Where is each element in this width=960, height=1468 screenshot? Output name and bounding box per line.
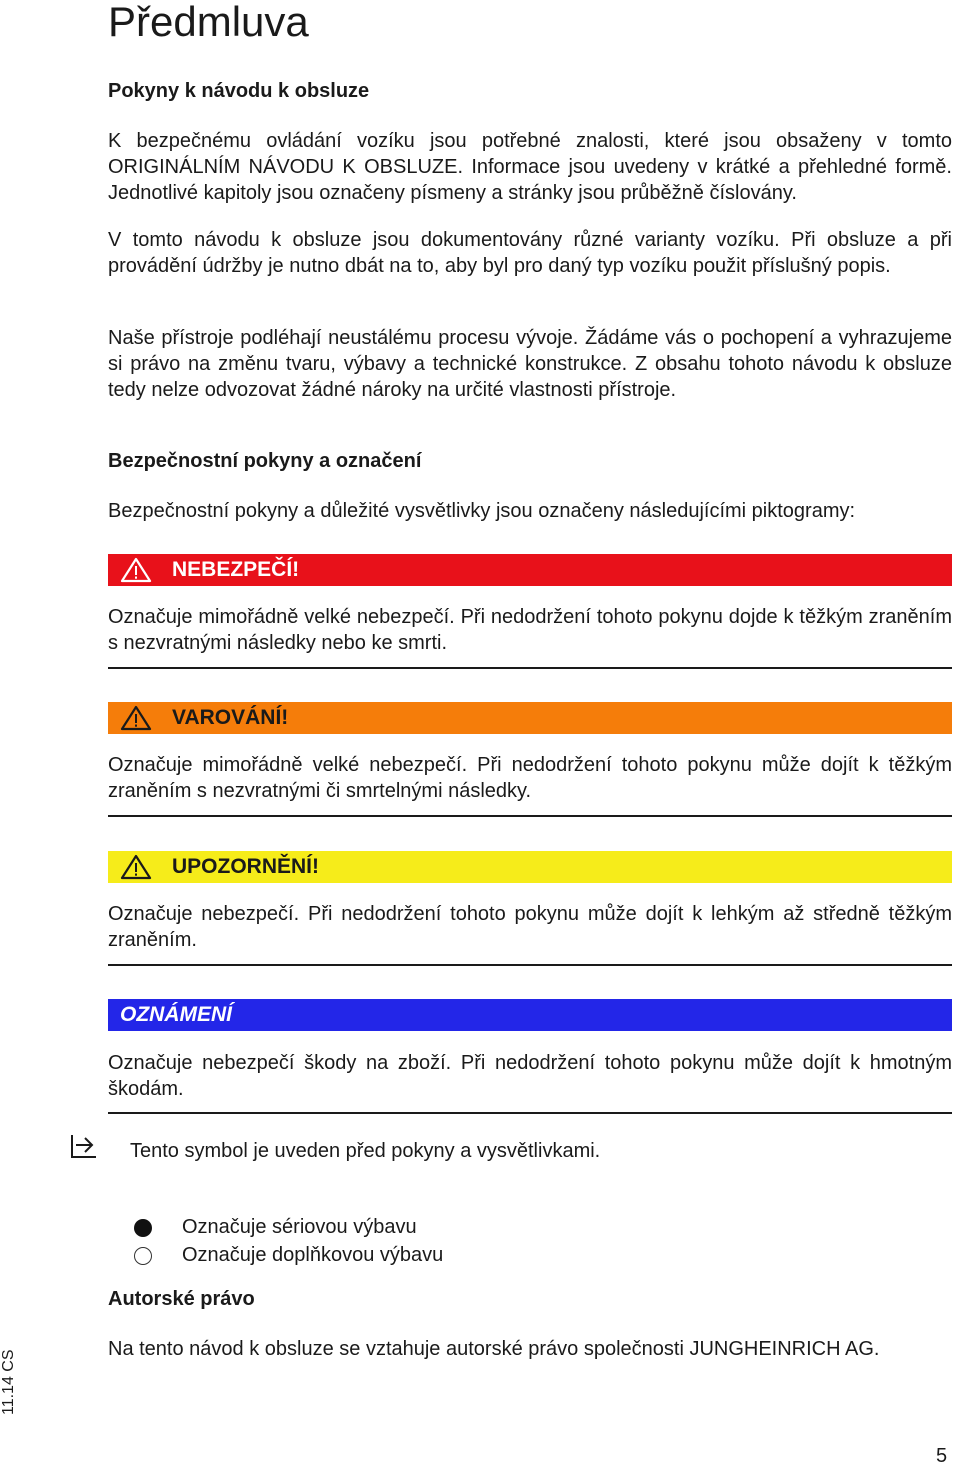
hollow-circle-icon — [134, 1247, 152, 1265]
divider — [108, 667, 952, 669]
list-item-label: Označuje doplňkovou výbavu — [182, 1244, 444, 1266]
warning-banner — [108, 702, 952, 734]
caution-banner — [108, 851, 952, 883]
section-heading-instructions: Pokyny k návodu k obsluze — [108, 80, 370, 102]
page-number: 5 — [936, 1445, 948, 1467]
divider — [108, 815, 952, 817]
section-heading-copyright: Autorské právo — [108, 1288, 255, 1310]
danger-label: NEBEZPEČÍ! — [172, 558, 300, 581]
safety-intro-paragraph: Bezpečnostní pokyny a důležité vysvětlivky jsou označeny následujícími piktogramy: — [108, 500, 856, 522]
divider — [108, 1112, 952, 1114]
list-item-label: Označuje sériovou výbavu — [182, 1216, 417, 1238]
page-title: Předmluva — [108, 0, 309, 45]
notice-banner — [108, 999, 952, 1031]
copyright-paragraph: Na tento návod k obsluze se vztahuje autorské právo společnosti JUNGHEINRICH AG. — [108, 1338, 880, 1360]
warning-triangle-icon — [120, 705, 152, 731]
list-item — [134, 1216, 417, 1239]
notice-description: Označuje nebezpečí škody na zboží. Při nedodržení tohoto pokynu může dojít k hmotným škodám. — [108, 1052, 952, 1100]
arrow-symbol-description: Tento symbol je uveden před pokyny a vysvětlivkami. — [130, 1140, 601, 1162]
warning-label: VAROVÁNÍ! — [172, 706, 289, 729]
variants-paragraph: V tomto návodu k obsluze jsou dokumentovány různé varianty vozíku. Při obsluze a při provádění údržby je nutno dbát na to, aby byl pro daný typ vozíku použit příslušný popis. — [108, 229, 952, 277]
warning-triangle-icon — [120, 854, 152, 880]
arrow-right-box-icon — [70, 1133, 98, 1159]
warning-description: Označuje mimořádně velké nebezpečí. Při nedodržení tohoto pokynu může dojít k těžkým zraněním s nezvratnými či smrtelnými následky. — [108, 754, 952, 802]
danger-description: Označuje mimořádně velké nebezpečí. Při nedodržení tohoto pokynu dojde k těžkým zraněním s nezvratnými následky nebo ke smrti. — [108, 606, 952, 654]
danger-banner — [108, 554, 952, 586]
caution-description: Označuje nebezpečí. Při nedodržení tohoto pokynu může dojít k lehkým až středně těžkým zraněním. — [108, 903, 952, 951]
intro-paragraph: K bezpečnému ovládání vozíku jsou potřebné znalosti, které jsou obsaženy v tomto ORIGINÁLNÍM NÁVODU K OBSLUZE. Informace jsou uvedeny v krátké a přehledné formě. Jednotlivé kapitoly jsou označeny písmeny a stránky jsou průběžně číslovány. — [108, 130, 952, 204]
divider — [108, 964, 952, 966]
filled-circle-icon — [134, 1219, 152, 1237]
notice-label: OZNÁMENÍ — [120, 1003, 232, 1026]
caution-label: UPOZORNĚNÍ! — [172, 855, 319, 878]
section-heading-safety: Bezpečnostní pokyny a označení — [108, 450, 422, 472]
development-paragraph: Naše přístroje podléhají neustálému procesu vývoje. Žádáme vás o pochopení a vyhrazujeme si právo na změnu tvaru, výbavy a technické konstrukce. Z obsahu tohoto návodu k obsluze tedy nelze odvozovat žádné nároky na určité vlastnosti přístroje. — [108, 327, 952, 401]
list-item — [134, 1244, 443, 1267]
document-date: 11.14 CS — [0, 1349, 17, 1415]
warning-triangle-icon — [120, 557, 152, 583]
